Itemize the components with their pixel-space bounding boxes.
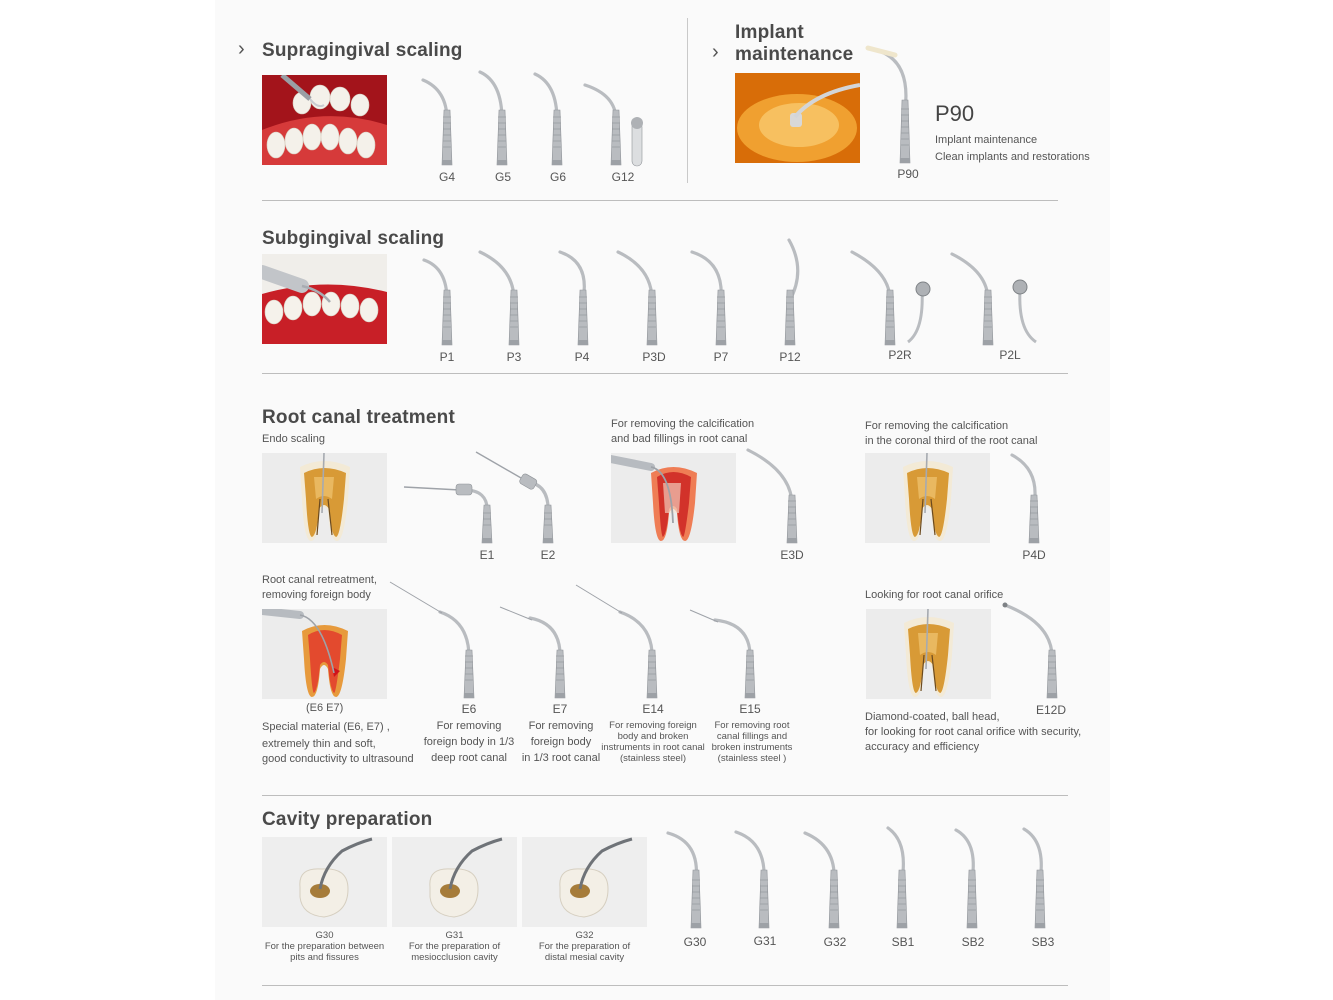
tip-label-e15: E15 xyxy=(739,702,761,716)
tip-desc-line: broken instruments xyxy=(711,742,793,753)
vertical-divider xyxy=(687,18,688,183)
tip-desc-line: For removing root xyxy=(714,720,790,731)
cavity-code: G31 xyxy=(445,930,464,941)
tip-p2r xyxy=(852,252,895,345)
diamond-text-line3: accuracy and efficiency xyxy=(865,741,980,753)
retreatment-tooth-photo xyxy=(262,609,387,699)
cavity-caption-g31 xyxy=(392,930,517,963)
tip-e12d xyxy=(1005,605,1057,698)
tip-label-g4: G4 xyxy=(438,170,455,184)
tip-g6 xyxy=(535,74,562,165)
tip-p4d xyxy=(1012,455,1039,543)
implant-photo xyxy=(735,73,860,163)
cavity-caption-g32 xyxy=(522,930,647,963)
chevron-right-icon: › xyxy=(712,41,719,63)
retreatment-text-line1: Root canal retreatment, xyxy=(262,574,377,586)
tip-desc-e7 xyxy=(515,718,607,766)
tip-p1 xyxy=(424,260,452,345)
e6-e7-caption: (E6 E7) xyxy=(306,702,344,714)
tip-label-e6: E6 xyxy=(461,702,477,716)
tip-p2l-side-view xyxy=(1020,290,1036,342)
tip-desc-line: foreign body xyxy=(530,736,592,748)
tip-label-e3d: E3D xyxy=(780,548,804,562)
tip-desc-line: canal fillings and xyxy=(716,731,788,742)
tip-label-p1: P1 xyxy=(439,350,455,364)
tip-g32 xyxy=(805,833,839,928)
tip-p7 xyxy=(692,252,726,345)
implant-desc-line1: Implant maintenance xyxy=(935,134,1038,146)
tip-e12d-ball xyxy=(1003,603,1008,608)
tip-sb3 xyxy=(1024,829,1045,928)
tip-e14 xyxy=(620,612,657,698)
cavity-desc-line: For the preparation between xyxy=(264,941,385,952)
tip-e14-file xyxy=(576,585,622,613)
diamond-text-line1: Diamond-coated, ball head, xyxy=(865,711,1000,723)
tip-label-p12: P12 xyxy=(779,350,801,364)
tip-p2r-head xyxy=(916,282,930,296)
tip-p3 xyxy=(480,252,519,345)
tip-e6 xyxy=(440,612,474,698)
tip-label-sb1: SB1 xyxy=(891,935,915,949)
retreatment-text-line2: removing foreign body xyxy=(262,589,371,601)
cavity-desc-line: pits and fissures xyxy=(290,952,359,963)
cavity-code: G30 xyxy=(315,930,334,941)
tip-g4 xyxy=(423,80,452,165)
tip-desc-line: deep root canal xyxy=(431,752,507,764)
tip-label-g5: G5 xyxy=(494,170,511,184)
tip-e2-file xyxy=(476,452,528,482)
tip-label-p3: P3 xyxy=(506,350,522,364)
tip-desc-line: body and broken xyxy=(617,731,689,742)
tip-desc-e15 xyxy=(707,720,797,764)
calcification-tooth-photo xyxy=(611,453,736,543)
tip-g31 xyxy=(736,832,769,928)
tip-sb1 xyxy=(888,828,907,928)
tip-label-g32: G32 xyxy=(823,935,847,949)
endo-scaling-label: Endo scaling xyxy=(262,433,325,445)
cavity-photo-g32 xyxy=(522,837,647,927)
tip-label-p3d: P3D xyxy=(642,350,666,364)
tip-e15 xyxy=(715,620,755,698)
tip-label-p7: P7 xyxy=(713,350,729,364)
tip-e1-file xyxy=(404,487,460,490)
tip-label-e1: E1 xyxy=(479,548,495,562)
chevron-right-icon: › xyxy=(238,38,245,60)
coronal-tooth-photo xyxy=(865,453,990,543)
implant-title-line2: maintenance xyxy=(735,44,854,65)
tip-label-sb3: SB3 xyxy=(1031,935,1055,949)
tip-e3d xyxy=(748,450,797,543)
tip-e1-chuck xyxy=(456,484,472,495)
tip-desc-line: For removing foreign xyxy=(609,720,697,731)
tip-desc-line: in 1/3 root canal xyxy=(521,752,601,764)
special-material-line2: extremely thin and soft, xyxy=(262,738,376,750)
implant-code: P90 xyxy=(935,101,975,126)
cavity-desc-line: mesiocclusion cavity xyxy=(411,952,498,963)
tip-p90-plastic-end xyxy=(868,48,895,55)
tip-p90 xyxy=(868,48,910,163)
tip-desc-e6 xyxy=(419,718,519,766)
tip-sb2 xyxy=(956,830,977,928)
tip-label-p2r: P2R xyxy=(888,348,912,362)
tip-label-e7: E7 xyxy=(552,702,568,716)
tip-g12 xyxy=(585,85,621,165)
tip-e2 xyxy=(528,482,553,543)
tip-label-p2l: P2L xyxy=(999,348,1021,362)
tip-g12-head xyxy=(631,117,643,129)
tip-e6-file xyxy=(390,582,442,613)
section-divider xyxy=(262,795,1068,796)
implant-desc-line2: Clean implants and restorations xyxy=(935,151,1090,163)
tip-p4 xyxy=(560,252,588,345)
cavity-caption-g30 xyxy=(262,930,387,963)
calcification-text-line1: For removing the calcification xyxy=(611,418,755,430)
tip-desc-line: (stainless steel) xyxy=(620,753,686,764)
tip-e2-chuck xyxy=(519,473,538,491)
tip-label-g12: G12 xyxy=(611,170,635,184)
cavity-photo-g30 xyxy=(262,837,387,927)
tip-p2l-head xyxy=(1013,280,1027,294)
tip-label-p4: P4 xyxy=(574,350,590,364)
tip-e7 xyxy=(530,618,565,698)
tip-label-sb2: SB2 xyxy=(961,935,985,949)
cavity-desc-line: For the preparation of xyxy=(538,941,631,952)
cavity-desc-line: distal mesial cavity xyxy=(544,952,625,963)
coronal-text-line1: For removing the calcification xyxy=(865,420,1009,432)
tip-label-p4d: P4D xyxy=(1022,548,1046,562)
tip-p3d xyxy=(618,252,657,345)
coronal-text-line2: in the coronal third of the root canal xyxy=(865,435,1038,447)
cavity-desc-line: For the preparation of xyxy=(408,941,501,952)
section-title-supragingival: Supragingival scaling xyxy=(262,40,463,61)
special-material-line1: Special material (E6, E7) , xyxy=(262,721,390,733)
subgingival-photo xyxy=(262,254,387,344)
tip-desc-e14 xyxy=(600,720,706,764)
tip-p12 xyxy=(785,240,798,345)
tip-e1 xyxy=(460,490,492,543)
tip-g30 xyxy=(668,833,701,928)
tip-desc-line: foreign body in 1/3 xyxy=(423,736,515,748)
tip-label-g31: G31 xyxy=(753,934,777,948)
tip-p2l xyxy=(952,254,993,345)
tip-g5 xyxy=(480,72,507,165)
orifice-label: Looking for root canal orifice xyxy=(865,589,1004,601)
section-divider xyxy=(262,985,1068,986)
section-divider xyxy=(262,200,1058,201)
tip-p2r-side-view xyxy=(908,290,922,342)
tip-label-p90: P90 xyxy=(897,167,919,181)
implant-title-line1: Implant xyxy=(735,22,804,43)
tip-desc-line: instruments in root canal xyxy=(601,742,705,753)
tip-label-g30: G30 xyxy=(683,935,707,949)
endo-tooth-photo xyxy=(262,453,387,543)
tip-label-e14: E14 xyxy=(642,702,664,716)
orifice-tooth-photo xyxy=(866,609,991,699)
section-title-implant xyxy=(735,22,853,66)
cavity-photo-g31 xyxy=(392,837,517,927)
section-title-cavity: Cavity preparation xyxy=(262,809,433,830)
section-title-root-canal: Root canal treatment xyxy=(262,407,455,428)
tip-label-e2: E2 xyxy=(540,548,556,562)
tip-desc-line: For removing xyxy=(436,720,502,732)
calcification-text-line2: and bad fillings in root canal xyxy=(611,433,748,445)
tip-label-g6: G6 xyxy=(549,170,566,184)
section-title-subgingival: Subgingival scaling xyxy=(262,228,445,249)
tip-e7-file xyxy=(500,607,532,620)
diamond-text-line2: for looking for root canal orifice with security, xyxy=(865,726,1082,738)
tip-desc-line: (stainless steel ) xyxy=(717,753,787,764)
tip-desc-line: For removing xyxy=(528,720,594,732)
special-material-line3: good conductivity to ultrasound xyxy=(262,753,414,765)
tip-e15-file xyxy=(690,610,718,622)
section-divider xyxy=(262,373,1068,374)
cavity-code: G32 xyxy=(575,930,594,941)
tip-label-e12d: E12D xyxy=(1035,703,1067,717)
